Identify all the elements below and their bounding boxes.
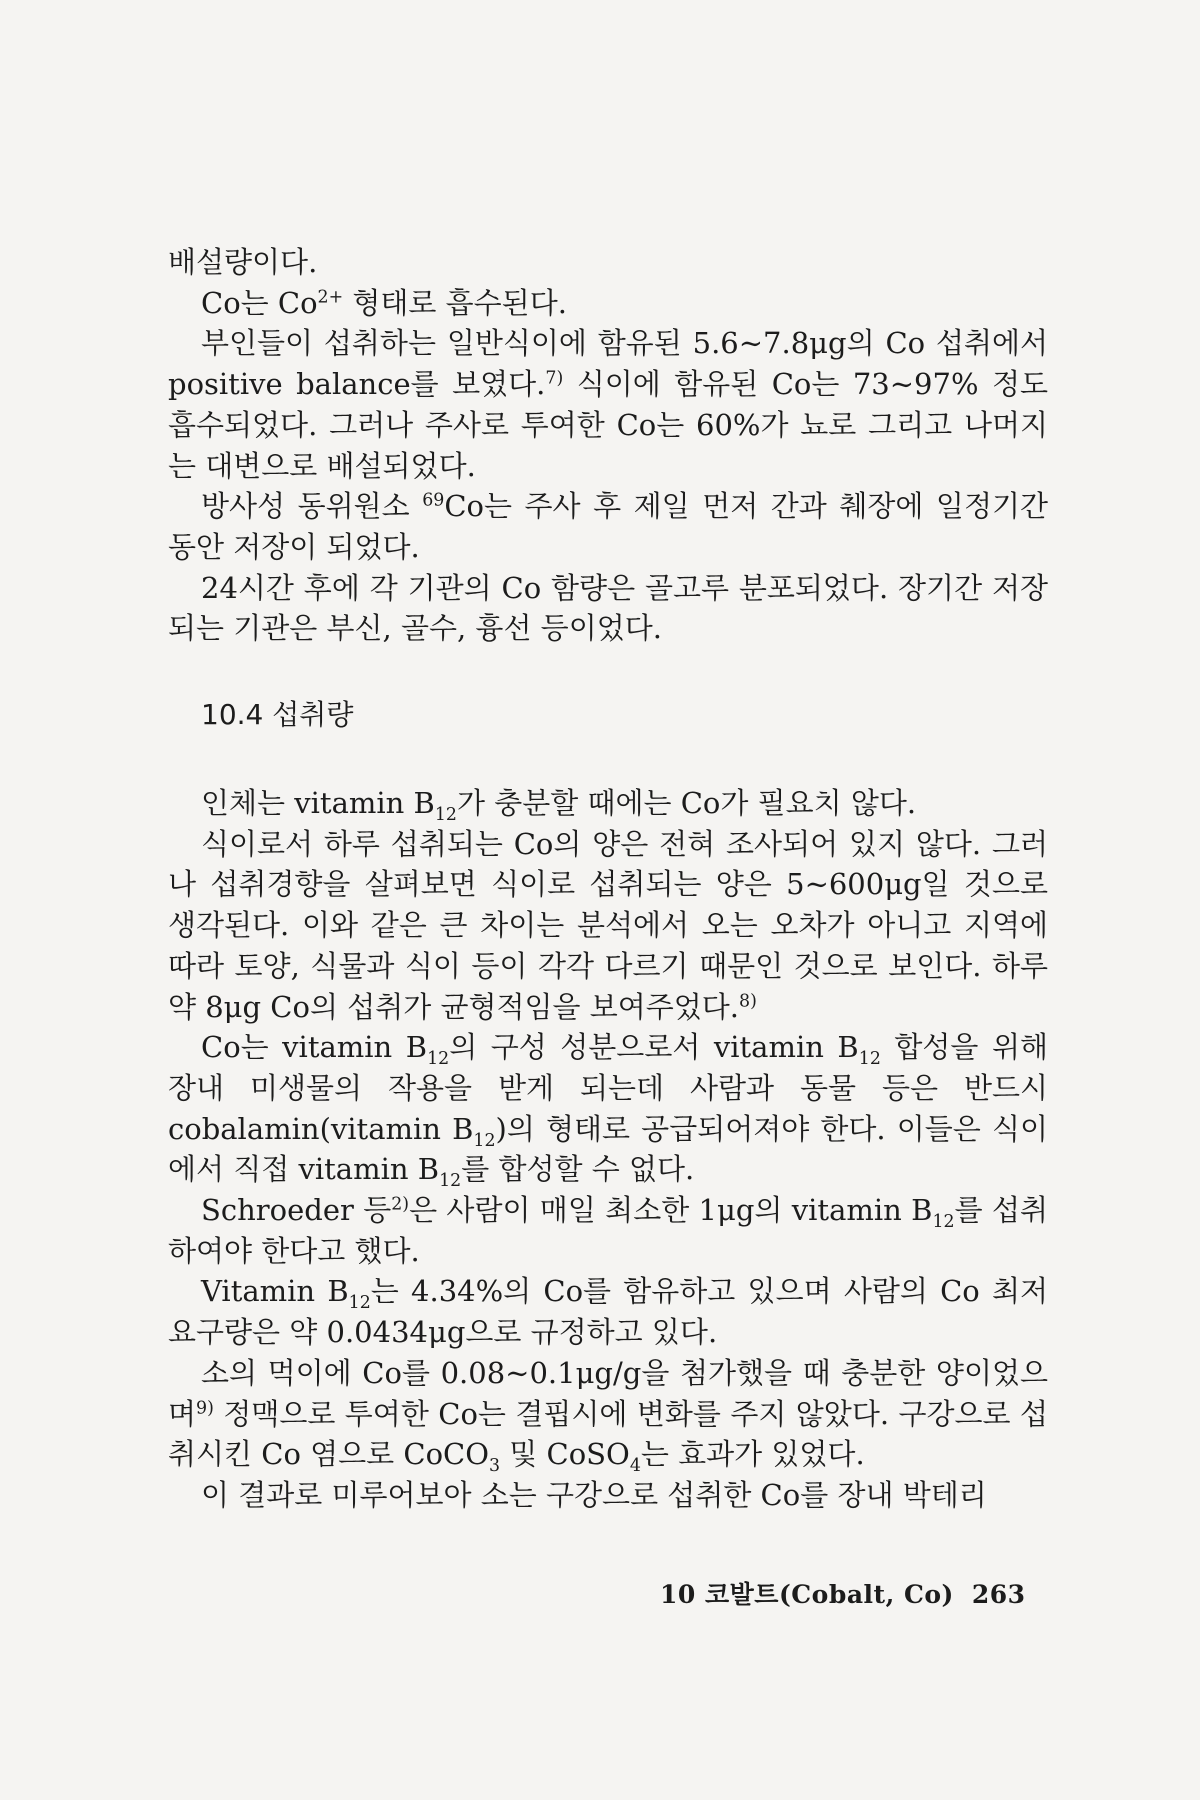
chapter-title: 10 코발트(Cobalt, Co) xyxy=(660,1580,954,1609)
section-spacer xyxy=(168,649,1048,695)
running-footer xyxy=(660,1575,1026,1611)
paragraph: Schroeder 등$^{2)}$은 사람이 매일 최소한 1μg의 vitamin $B_{12}$를 섭취하여야 한다고 했다. xyxy=(168,1193,1048,1268)
body-text xyxy=(168,242,1048,1516)
paragraph: Co는 $Co^{2+}$ 형태로 흡수된다. xyxy=(201,285,567,320)
section-spacer xyxy=(168,735,1048,783)
reference-marker: 8) xyxy=(739,990,757,1011)
paragraph: 이 결과로 미루어보아 소는 구강으로 섭취한 Co를 장내 박테리 xyxy=(201,1477,987,1512)
subscript: 12 xyxy=(434,804,457,825)
paragraph: 식이로서 하루 섭취되는 Co의 양은 전혀 조사되어 있지 않다. 그러나 섭취경향을 살펴보면 식이로 섭취되는 양은 5∼600μg일 것으로 생각된다. 이와 같은 큰 차이는 분석에서 오는 오차가 아니고 지역에 따라 토양, 식물과 식이 등이 각각 다르기 때문인 것으로 보인다. 하루 약 8μg Co의 섭취가 균형적임을 보여주었다.$^{8)}$ xyxy=(168,826,1048,1024)
subscript: 12 xyxy=(932,1211,955,1232)
paragraph: 인체는 vitamin $B_{12}$가 충분할 때에는 Co가 필요치 않다. xyxy=(201,786,917,825)
paragraph: 부인들이 섭취하는 일반식이에 함유된 5.6∼7.8μg의 Co 섭취에서 positive balance를 보였다.$^{7)}$ 식이에 함유된 Co는 73∼97% 정도 흡수되었다. 그러나 주사로 투여한 Co는 60%가 뇨로 그리고 나머지는 대변으로 배설되었다. xyxy=(168,326,1048,483)
superscript: 2+ xyxy=(317,287,344,308)
subscript: 12 xyxy=(858,1049,881,1070)
reference-marker: 2) xyxy=(391,1194,410,1215)
paragraph: Co는 vitamin $B_{12}$의 구성 성분으로서 vitamin $B_{12}$ 합성을 위해 장내 미생물의 작용을 받게 되는데 사람과 동물 등은 반드시 cobalamin(vitamin $B_{12}$)의 형태로 공급되어져야 한다. 이들은 식이에서 직접 vitamin $B_{12}$를 합성할 수 없다. xyxy=(168,1030,1048,1192)
superscript: 69 xyxy=(422,490,445,511)
paragraph: 24시간 후에 각 기관의 Co 함량은 골고루 분포되었다. 장기간 저장되는 기관은 부신, 골수, 흉선 등이었다. xyxy=(168,570,1048,646)
subscript: 12 xyxy=(439,1171,462,1192)
paragraph: 소의 먹이에 Co를 0.08∼0.1μg/g을 첨가했을 때 충분한 양이었으며$^{9)}$ 정맥으로 투여한 Co는 결핍시에 변화를 주지 않았다. 구강으로 섭취시킨 Co 염으로 CoCO$_3$ 및 CoSO$_4$는 효과가 있었다. xyxy=(168,1355,1048,1477)
paragraph: 방사성 동위원소 $^{69}$Co는 주사 후 제일 먼저 간과 췌장에 일정기간 동안 저장이 되었다. xyxy=(168,489,1048,564)
subscript: 3 xyxy=(489,1456,501,1477)
reference-marker: 9) xyxy=(196,1397,214,1418)
subscript: 4 xyxy=(629,1456,641,1477)
subscript: 12 xyxy=(348,1293,371,1314)
page-number: 263 xyxy=(971,1580,1026,1609)
subscript: 12 xyxy=(473,1130,496,1151)
paragraph: 배설량이다. xyxy=(168,245,318,279)
reference-marker: 7) xyxy=(545,368,564,389)
paragraph: Vitamin $B_{12}$는 4.34%의 Co를 함유하고 있으며 사람의 Co 최저 요구량은 약 0.0434μg으로 규정하고 있다. xyxy=(168,1274,1048,1350)
section-heading: 10.4 섭취량 xyxy=(201,698,354,732)
subscript: 12 xyxy=(427,1049,450,1070)
